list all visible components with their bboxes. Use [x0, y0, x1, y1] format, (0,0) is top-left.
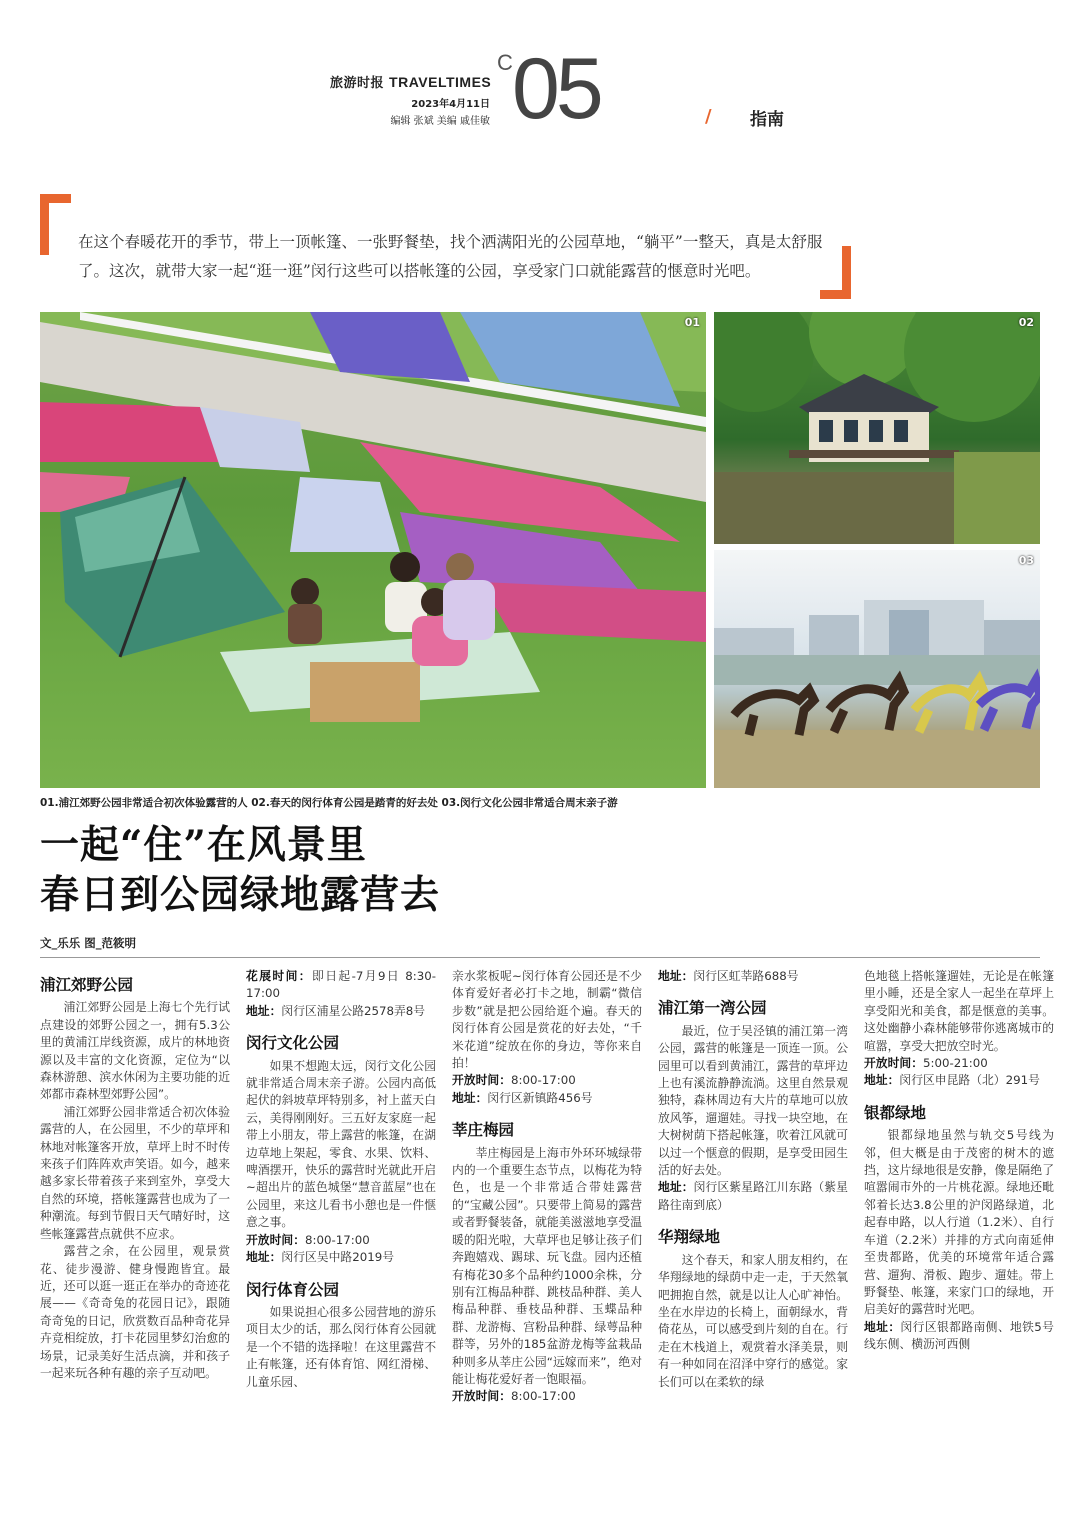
address [864, 1319, 1054, 1354]
page-letter: C [497, 50, 513, 75]
paragraph: 露营之余，在公园里，观景赏花、徒步漫游、健身慢跑皆宜。最近，还可以逛一逛正在举办的奇迹花展——《奇奇兔的花园日记》，跟随奇奇兔的日记，欣赏数百品种奇花异卉竞相绽放，打卡花园里梦幻治愈的场景，记录美好生活点滴，并和孩子一起来玩各种有趣的亲子互动吧。 [40, 1244, 230, 1380]
photo-lake-house [714, 312, 1040, 544]
paragraph: 最近，位于吴泾镇的浦江第一湾公园，露营的帐篷是一顶连一顶。公园里可以看到黄浦江，露营的草坪边上也有溪流静静流淌。这里自然景观独特，森林周边有大片的草地可以放放风筝，遛遛娃。寻找一块空地，在大树树荫下搭起帐篷，吹着江风就可以过一个惬意的假期，是享受田园生活的好去处。 [658, 1023, 848, 1178]
value: 5:00-21:00 [923, 1056, 988, 1071]
paragraph: 这个春天，和家人朋友相约，在华翔绿地的绿荫中走一走，于天然氧吧拥抱自然，就是以让人心旷神怡。坐在水岸边的长椅上，面朝绿水，背倚花丛，可以感受到片刻的自在。行走在木栈道上，观赏着水泽美景，则有一种如同在沼泽中穿行的感觉。家长们可以在柔软的绿 [658, 1252, 848, 1389]
value: 8:00-17:00 [511, 1389, 576, 1404]
label: 花展时间： [246, 969, 312, 983]
value: 8:00-17:00 [305, 1232, 370, 1247]
intro-text: 在这个春暖花开的季节，带上一顶帐篷、一张野餐垫，找个洒满阳光的公园草地，“躺平”一整天，真是太舒服了。这次，就带大家一起“逛一逛”闵行这些可以搭帐篷的公园，享受家门口就能露营的惬意时光吧。 [78, 233, 823, 280]
heading-minhang-culture-park: 闵行文化公园 [246, 1033, 340, 1053]
address [452, 1090, 642, 1107]
label: 开放时间： [452, 1073, 511, 1088]
column-4 [658, 968, 848, 1391]
brand-cn: 旅游时报 [330, 76, 385, 91]
address [246, 1249, 436, 1266]
paragraph: 银都绿地虽然与轨交5号线为邻，但大概是由于茂密的树木的遮挡，这片绿地很是安静，像是隔绝了喧嚣闹市外的一片桃花源。绿地还毗邻着长达3.8公里的沪闵路绿道，北起春申路，以人行道（1.2米）、自行车道（2.2米）并排的方式向南延伸至贵都路，优美的环境常年适合露营、遛狗、滑板、跑步、遛娃。带上野餐垫、帐篷，来家门口的绿地，开启美好的露营时光吧。 [864, 1128, 1054, 1317]
paragraph: 如果不想跑太远，闵行文化公园就非常适合周末亲子游。公园内高低起伏的斜坡草坪特别多，衬上蓝天白云，美得刚刚好。三五好友家庭一起带上小朋友，带上露营的帐篷，在湖边草地上架起，零食、水果、饮料、啤酒摆开，快乐的露营时光就此开启~超出片的蓝色城堡“慧音蓝屋”也在公园里，来这儿看书小憩也是一件惬意之事。 [246, 1058, 436, 1230]
photo-2-number: 02 [1018, 316, 1034, 329]
heading-yindu-green-space: 银都绿地 [864, 1102, 927, 1122]
headline-line-2: 春日到公园绿地露营去 [40, 872, 441, 918]
photo-caption: 01.浦江郊野公园非常适合初次体验露营的人 02.春天的闵行体育公园是踏青的好去处 03.闵行文化公园非常适合周末亲子游 [40, 797, 618, 809]
value: 闵行区银都路南侧、地铁5号线东侧、横沥河西侧 [864, 1319, 1054, 1352]
issue-date: 2023年4月11日 [411, 99, 490, 110]
address [658, 968, 848, 985]
paragraph: 莘庄梅园是上海市外环环城绿带内的一个重要生态节点，以梅花为特色，也是一个非常适合带娃露营的“宝藏公园”。只要带上简易的露营或者野餐装备，就能美滋滋地享受温暖的阳光啦，大草坪也足够让孩子们奔跑嬉戏、踢球、玩飞盘。园内还植有梅花30多个品种约1000余株，分别有江梅品种群、跳枝品种群、美人梅品种群、垂枝品种群、玉蝶品种群、龙游梅、宫粉品种群、绿萼品种群等，另外的185盆游龙梅等盆栽品种则多从莘庄公园“远嫁而来”，绝对能让梅花爱好者一饱眼福。 [452, 1145, 642, 1386]
photo-camping-family [40, 312, 706, 788]
label: 开放时间： [246, 1232, 305, 1247]
value: 闵行区新镇路456号 [487, 1090, 593, 1105]
photo-horse-sculptures [714, 550, 1040, 788]
opening-hours [864, 1055, 1054, 1072]
column-3 [452, 968, 642, 1406]
label: 开放时间： [452, 1389, 511, 1404]
label: 地址： [452, 1090, 488, 1105]
column-1 [40, 972, 230, 1382]
value: 闵行区吴中路2019号 [281, 1250, 395, 1265]
editors: 编辑 张斌 美编 戚佳敏 [390, 116, 490, 127]
label: 地址： [864, 1073, 900, 1088]
value: 即日起-7月9日 8:30-17:00 [246, 969, 436, 1001]
value: 闵行区紫星路江川东路（紫星路往南到底） [658, 1180, 848, 1212]
paragraph: 亲水浆板呢~闵行体育公园还是不少体育爱好者必打卡之地，制霸“微信步数”就是把公园给逛个遍。春天的闵行体育公园是赏花的好去处，“千米花道”绽放在你的身边，等你来自拍！ [452, 969, 642, 1071]
masthead [330, 72, 530, 127]
value: 闵行区虹莘路688号 [693, 969, 799, 983]
address [864, 1072, 1054, 1089]
flower-show-time [246, 968, 436, 1003]
bracket-top-left [40, 194, 71, 255]
brand-en: TRAVELTIMES [389, 74, 492, 90]
paragraph: 色地毯上搭帐篷遛娃，无论是在帐篷里小睡，还是全家人一起坐在草坪上享受阳光和美食，都是惬意的美事。这处幽静小森林能够带你逃离城市的喧嚣，享受大把放空时光。 [864, 969, 1054, 1053]
photo-3-illustration [714, 550, 1040, 788]
address [658, 1179, 848, 1214]
paragraph: 浦江郊野公园是上海七个先行试点建设的郊野公园之一，拥有5.3公里的黄浦江岸线资源，成片的林地资源以及丰富的文化资源，定位为“以森林游憩、滨水休闲为主要功能的近郊都市森林型郊野公园”。 [40, 1000, 230, 1102]
label: 地址： [246, 1003, 282, 1018]
label: 地址： [658, 1180, 694, 1195]
label: 地址： [658, 969, 694, 983]
column-5 [864, 968, 1054, 1354]
label: 地址： [864, 1319, 901, 1334]
paragraph: 浦江郊野公园非常适合初次体验露营的人，在公园里，不少的草坪和林地对帐篷客开放，草坪上时不时传来孩子们阵阵欢声笑语。如今，越来越多家长带着孩子来到室外，享受大自然的环境，搭帐篷露营也成为了一种潮流。每到节假日天气晴好时，这些帐篷露营点就供不应求。 [40, 1104, 230, 1241]
address [246, 1003, 436, 1020]
page-number: 05 [512, 41, 600, 137]
photo-1-illustration [40, 312, 706, 788]
headline [40, 820, 440, 920]
section-slash: / [705, 106, 712, 127]
heading-pujiang-first-bay-park: 浦江第一湾公园 [658, 998, 767, 1018]
byline: 文_乐乐 图_范筱明 [40, 936, 137, 950]
photo-1-number: 01 [684, 316, 700, 329]
headline-line-1: 一起“住”在风景里 [40, 822, 367, 868]
paragraph: 如果说担心很多公园营地的游乐项目太少的话，那么闵行体育公园就是一个不错的选择啦！在这里露营不止有帐篷，还有体育馆、网红滑梯、儿童乐园、 [246, 1304, 436, 1389]
opening-hours [452, 1388, 642, 1405]
opening-hours [452, 1072, 642, 1089]
heading-xinzhuang-plum-garden: 莘庄梅园 [452, 1120, 515, 1140]
label: 地址： [246, 1250, 282, 1265]
heading-minhang-sports-park: 闵行体育公园 [246, 1279, 340, 1299]
heading-pujiang-country-park: 浦江郊野公园 [40, 975, 134, 994]
column-2 [246, 968, 436, 1391]
heading-huaxiang-green-space: 华翔绿地 [658, 1227, 721, 1247]
label: 开放时间： [864, 1056, 923, 1071]
value: 8:00-17:00 [511, 1073, 576, 1088]
divider [40, 957, 1040, 958]
value: 闵行区申昆路（北）291号 [899, 1073, 1040, 1088]
opening-hours [246, 1232, 436, 1249]
section-title: 指南 [750, 110, 784, 130]
photo-3-number: 03 [1018, 554, 1034, 567]
photo-2-illustration [714, 312, 1040, 544]
value: 闵行区浦星公路2578弄8号 [281, 1003, 426, 1018]
